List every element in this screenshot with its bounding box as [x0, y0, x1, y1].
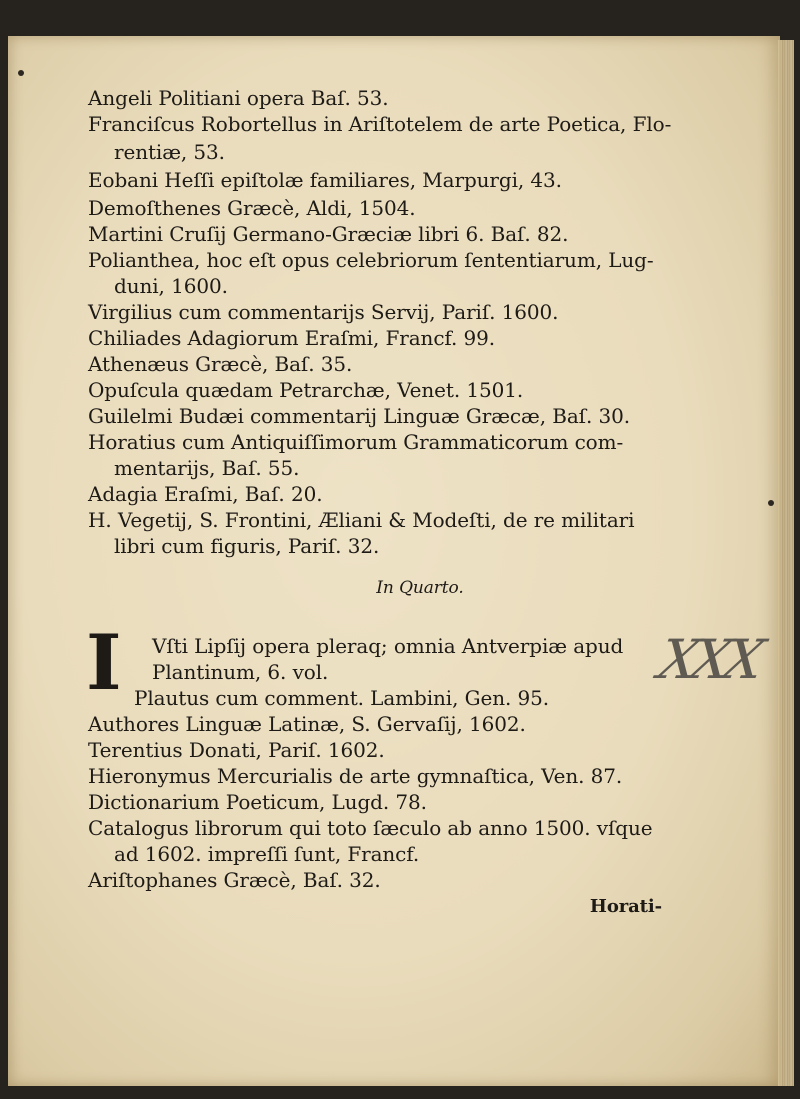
handwritten-marginal-annotation: XXX — [653, 628, 765, 691]
catalog-entry-continuation: mentarijs, Baſ. 55. — [114, 456, 300, 480]
catalog-entry: Dictionarium Poeticum, Lugd. 78. — [88, 790, 427, 814]
catalog-entry-continuation: rentiæ, 53. — [114, 140, 225, 164]
catalog-entry: H. Vegetij, S. Frontini, Æliani & Modeſti, de re militari — [88, 508, 635, 532]
catalog-entry: Virgilius cum commentarijs Servij, Pariſ. 1600. — [88, 300, 559, 324]
catalog-entry-continuation: libri cum figuris, Pariſ. 32. — [114, 534, 380, 558]
catalog-entry: Franciſcus Robortellus in Ariſtotelem de arte Poetica, Flo- — [88, 112, 672, 136]
catalog-entry: Angeli Politiani opera Baſ. 53. — [88, 86, 389, 110]
catalog-entry: Athenæus Græcè, Baſ. 35. — [88, 352, 353, 376]
catalog-entry: Polianthea, hoc eſt opus celebriorum ſententiarum, Lug- — [88, 248, 654, 272]
catalog-entry: Adagia Eraſmi, Baſ. 20. — [88, 482, 323, 506]
drop-cap-initial: I — [86, 618, 122, 707]
catalog-entry: Catalogus librorum qui toto ſæculo ab anno 1500. vſque — [88, 816, 653, 840]
catalog-entry-continuation: Plantinum, 6. vol. — [152, 660, 329, 684]
catalog-entry-continuation: duni, 1600. — [114, 274, 228, 298]
catalog-entry: Martini Cruſij Germano-Græciæ libri 6. Baſ. 82. — [88, 222, 569, 246]
page-edge-stack — [778, 40, 794, 1086]
catalog-entry: Terentius Donati, Pariſ. 1602. — [88, 738, 385, 762]
catalog-entry: Guilelmi Budæi commentarij Linguæ Græcæ, Baſ. 30. — [88, 404, 630, 428]
catalog-entry: Chiliades Adagiorum Eraſmi, Francf. 99. — [88, 326, 496, 350]
catalog-entry: Plautus cum comment. Lambini, Gen. 95. — [134, 686, 550, 710]
section-heading: In Quarto. — [376, 578, 464, 598]
catalog-entry: Hieronymus Mercurialis de arte gymnaſtica, Ven. 87. — [88, 764, 623, 788]
catalog-entry: Demoſthenes Græcè, Aldi, 1504. — [88, 196, 416, 220]
catalog-entry: Opuſcula quædam Petrarchæ, Venet. 1501. — [88, 378, 524, 402]
catalog-entry: Ariſtophanes Græcè, Baſ. 32. — [88, 868, 381, 892]
catalog-entry: Eobani Heſſi epiſtolæ familiares, Marpurgi, 43. — [88, 168, 562, 192]
catalog-entry: Horatius cum Antiquiſſimorum Grammaticorum com- — [88, 430, 624, 454]
catalog-entry: Vſti Lipſij opera pleraq; omnia Antverpiæ apud — [152, 634, 624, 658]
catalog-entry: Authores Linguæ Latinæ, S. Gervaſij, 1602. — [88, 712, 526, 736]
catchword: Horati- — [589, 896, 662, 917]
catalog-entry-continuation: ad 1602. impreſſi ſunt, Francf. — [114, 842, 420, 866]
